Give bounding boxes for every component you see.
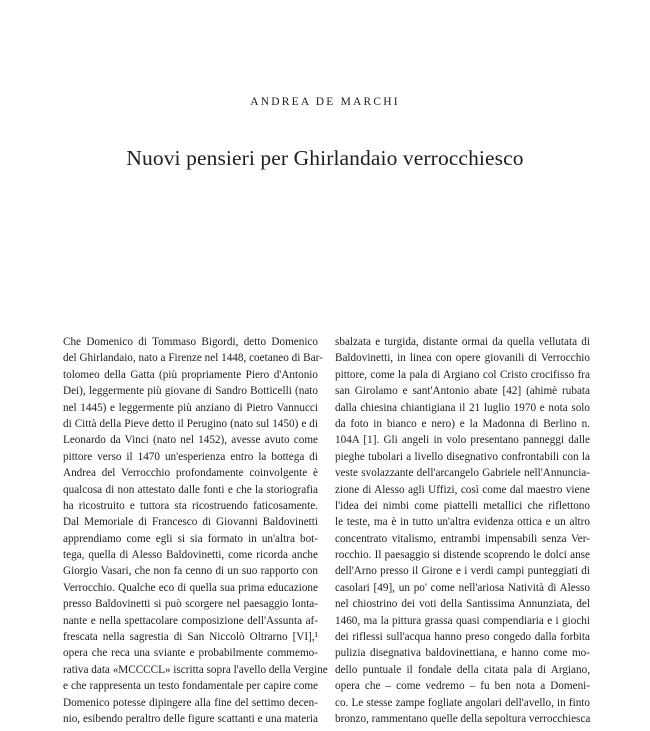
text-line: pieghe tubolari a livello disegnativo confrontabili con la bbox=[335, 450, 590, 463]
text-column-left bbox=[63, 334, 328, 727]
text-line: nel chiostrino dei voti della Santissima Annunziata, del bbox=[335, 598, 590, 611]
text-line: tega, quella di Alesso Baldovinetti, come ricorda anche bbox=[63, 549, 318, 562]
text-line: veste svolazzante dell'arcangelo Gabriele nell'Annuncia- bbox=[335, 467, 590, 480]
text-line: nio, esibendo peraltro delle figure scattanti e una materia bbox=[63, 712, 318, 725]
article-title: Nuovi pensieri per Ghirlandaio verrocchiesco bbox=[126, 146, 524, 170]
text-line: san Girolamo e sant'Antonio abate [42] (ahimè rubata bbox=[335, 385, 590, 398]
text-line: 1460, ma la pittura grassa quasi compendiaria e i giochi bbox=[335, 614, 590, 627]
text-line: nel 1445) e leggermente più anziano di Pietro Vannucci bbox=[63, 401, 318, 414]
author-name: ANDREA DE MARCHI bbox=[250, 96, 400, 108]
text-line: Dal Memoriale di Francesco di Giovanni Baldovinetti bbox=[63, 516, 318, 529]
text-line: le teste, ma è in tutto un'altra evidenza ottica e un altro bbox=[335, 516, 590, 529]
text-line: di Città della Pieve detto il Perugino (nato sul 1450) e di bbox=[63, 417, 318, 430]
text-line: frescata nella sagrestia di San Niccolò Oltrarno [VI],¹ bbox=[63, 631, 318, 644]
text-line: opera che – come vedremo – fu ben nota a Domeni- bbox=[335, 680, 590, 693]
text-line: pulizia disegnativa baldovinettiana, e hanno come mo- bbox=[335, 647, 590, 660]
text-line: Verrocchio. Qualche eco di quella sua prima educazione bbox=[63, 581, 318, 594]
text-line: dello puntuale il fondale della citata pala di Argiano, bbox=[335, 663, 590, 676]
text-line: tolomeo della Gatta (più propriamente Piero d'Antonio bbox=[63, 368, 318, 381]
text-line: bronzo, rammentano quelle della sepoltura verrocchiesca bbox=[335, 712, 591, 725]
text-line: Andrea del Verrocchio profondamente coinvolgente è bbox=[63, 467, 318, 480]
text-line: 104A [1]. Gli angeli in volo presentano panneggi dalle bbox=[335, 434, 590, 447]
text-line: rocchio. Il paesaggio si distende scoprendo le dolci anse bbox=[335, 549, 590, 562]
text-line: qualcosa di non attestato dalle fonti e che la storiografia bbox=[63, 483, 318, 496]
text-line: sbalzata e turgida, distante ormai da quella vellutata di bbox=[335, 336, 590, 348]
text-line: Domenico potesse dipingere alla fine del settimo decen- bbox=[63, 696, 318, 709]
text-line: dell'Arno presso il Girone e i verdi campi punteggiati di bbox=[335, 565, 590, 578]
text-line: del Ghirlandaio, nato a Firenze nel 1448, coetaneo di Bar- bbox=[63, 352, 323, 365]
text-line: pittore, come la pala di Argiano col Cristo crocifisso fra bbox=[335, 368, 590, 381]
text-line: zione di Alesso agli Uffizi, così come dal maestro viene bbox=[335, 483, 590, 496]
text-line: pittore verso il 1470 un'esperienza entro la bottega di bbox=[63, 450, 318, 463]
text-line: Dei), leggermente più giovane di Sandro Botticelli (nato bbox=[63, 385, 318, 398]
text-line: concentrato vitalismo, entrambi impensabili senza Ver- bbox=[335, 532, 590, 545]
text-line: casolari [49], un po' come nell'ariosa Natività di Alesso bbox=[335, 581, 590, 594]
text-line: da foto in bianco e nero) e la Madonna di Berlino n. bbox=[335, 417, 590, 430]
text-line: dalla chiesina chiantigiana il 21 luglio 1970 e nota solo bbox=[335, 401, 590, 414]
text-line: ha ricostruito e tuttora sta ricostruendo faticosamente. bbox=[63, 499, 318, 512]
text-column-right bbox=[335, 334, 590, 727]
text-line: dei riflessi sull'acqua hanno preso congedo dalla forbita bbox=[335, 631, 590, 644]
text-line: Leonardo da Vinci (nato nel 1452), avesse avuto come bbox=[63, 434, 318, 447]
text-line: Baldovinetti, in linea con opere giovanili di Verrocchio bbox=[335, 352, 590, 365]
text-line: nante e nella spettacolare composizione dell'Assunta af- bbox=[63, 614, 318, 627]
text-line: opera che reca una sviante e probabilmente commemo- bbox=[63, 647, 318, 660]
text-line: apprendiamo come egli si sia formato in un'altra bot- bbox=[63, 532, 318, 545]
text-line: Giorgio Vasari, che non fa cenno di un suo rapporto con bbox=[63, 565, 318, 578]
text-line: l'idea dei nimbi come piattelli metallici che riflettono bbox=[335, 499, 590, 512]
text-line: co. Le stesse zampe fogliate angolari dell'avello, in finto bbox=[335, 696, 590, 709]
text-line: Che Domenico di Tommaso Bigordi, detto Domenico bbox=[63, 336, 318, 348]
text-line: rativa data «MCCCCL» iscritta sopra l'avello della Vergine bbox=[63, 663, 328, 676]
text-line: presso Baldovinetti si può scorgere nel paesaggio lonta- bbox=[63, 598, 318, 611]
text-line: e che rappresenta un testo fondamentale per capire come bbox=[63, 680, 318, 693]
